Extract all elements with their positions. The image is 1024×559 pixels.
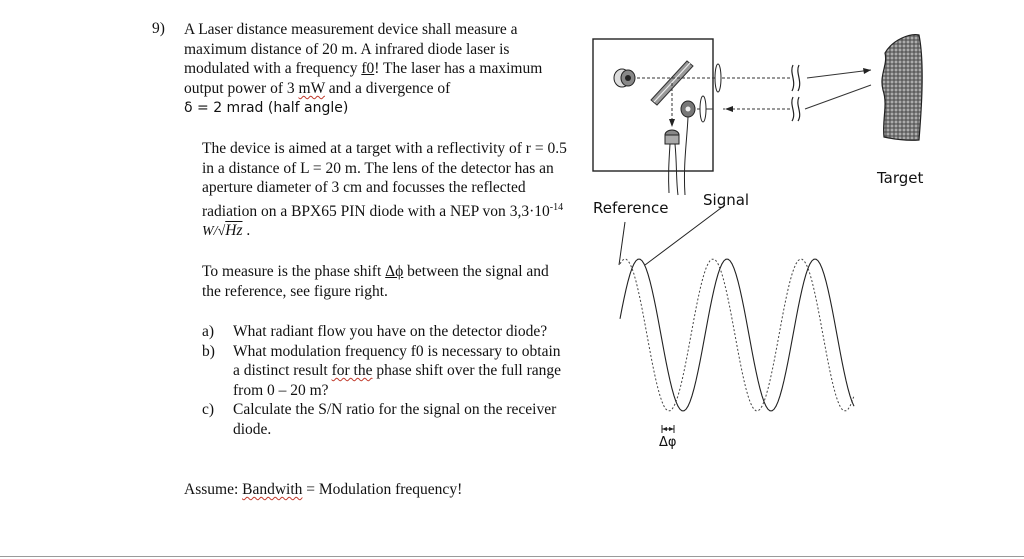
subquestion-a: a) What radiant flow you have on the detector diode? [202,323,548,340]
target-surface [882,35,922,141]
subquestion-c: c) Calculate the S/N ratio for the signal on the receiver diode. [202,401,557,438]
lens-upper-icon [715,64,721,92]
divergence-value: δ = 2 mrad (half angle) [184,100,349,117]
power-unit: mW [298,79,325,97]
bottom-border [0,556,1024,557]
signal-label: Signal [703,191,750,209]
setup-paragraph: The device is aimed at a target with a reflectivity of r = 0.5 in a distance of L = 20 m. The lens of the detector has an aperture diameter of 3 cm and focusses the reflected radiation on a BPX65 PIN diode with a NEP von $3,3\cdot 10^{-14}$ W/√Hz . [202,140,567,240]
target-label: Target [877,169,924,187]
nep-value: 3,3·10 [509,202,550,220]
wave-plot [620,259,854,411]
figure-drawing [575,25,955,475]
setup-figure [575,25,955,475]
phase-symbol: Δϕ [385,263,404,280]
signal-detector-icon [681,101,695,195]
laser-source-icon [614,69,635,87]
intro-paragraph: A Laser distance measurement device shall measure a maximum distance of 20 m. A infrared diode laser is modulated with a frequency f0! The laser has a maximum output power of 3 mW and a divergence of δ = 2 mrad (half angle) [184,21,543,117]
lens-lower-icon [700,96,706,122]
question-number: 9) [152,20,165,37]
reference-detector-icon [665,130,679,195]
device-box [593,39,713,171]
reference-wave [620,259,854,411]
subquestion-list [202,322,562,440]
bandwith-word: Bandwith [242,481,303,498]
reference-label: Reference [593,199,669,217]
subquestion-b: b) What modulation frequency f0 is necessary to obtain a distinct result for the phase shift over the full range from 0 – 20 m? [202,342,561,399]
distance-break-icon [792,65,800,121]
frequency-f0: f0 [361,60,375,78]
measure-paragraph: To measure is the phase shift Δϕ between the signal and the reference, see figure right. [202,263,549,300]
phase-shift-label: Δφ [659,435,677,450]
assumption-line: Assume: Bandwith = Modulation frequency! [184,481,463,498]
phase-shift-marker [662,425,674,433]
signal-wave [620,259,854,411]
